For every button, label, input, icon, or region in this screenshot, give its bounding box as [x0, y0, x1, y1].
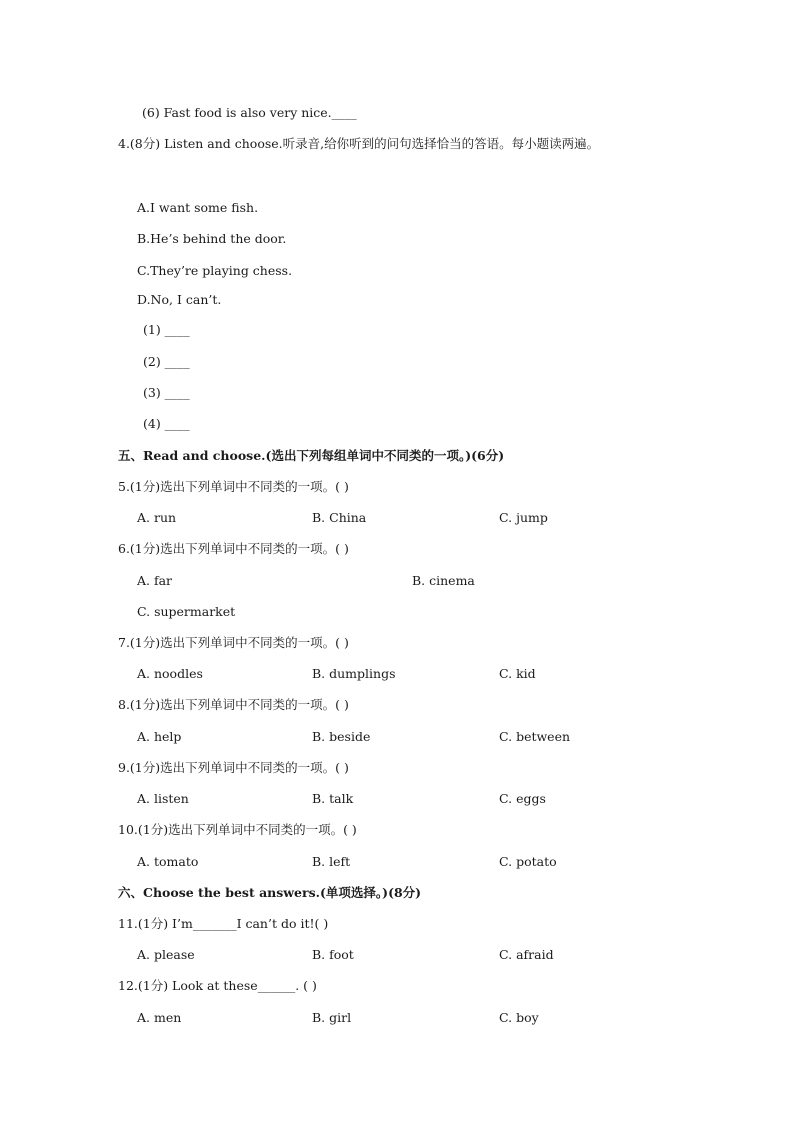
- q9-option-c: C. eggs: [499, 791, 546, 806]
- q6-option-a: A. far: [137, 573, 173, 588]
- q12-option-a: A. men: [137, 1010, 182, 1025]
- q11-option-a: A. please: [137, 947, 195, 962]
- q6-option-c: C. supermarket: [137, 604, 236, 619]
- q5-option-c: C. jump: [499, 510, 548, 525]
- q12-stem: 12.(1分) Look at these______. ( ): [118, 978, 317, 993]
- q5-stem: 5.(1分)选出下列单词中不同类的一项。( ): [118, 479, 349, 494]
- q12-option-b: B. girl: [312, 1010, 352, 1025]
- q9-stem: 9.(1分)选出下列单词中不同类的一项。( ): [118, 760, 349, 775]
- q6-stem: 6.(1分)选出下列单词中不同类的一项。( ): [118, 541, 349, 556]
- q5-option-a: A. run: [137, 510, 177, 525]
- q8-option-a: A. help: [137, 729, 182, 744]
- q4-blank-1: (1) ____: [143, 322, 190, 337]
- q10-option-b: B. left: [312, 854, 351, 869]
- q4-option-c: C.They’re playing chess.: [137, 263, 293, 278]
- section-5-heading: 五、Read and choose.(选出下列每组单词中不同类的一项。)(6分): [118, 448, 505, 463]
- q4-blank-4: (4) ____: [143, 416, 190, 431]
- q5-option-b: B. China: [312, 510, 367, 525]
- q4-blank-3: (3) ____: [143, 385, 190, 400]
- q9-option-b: B. talk: [312, 791, 354, 806]
- q4-option-a: A.I want some fish.: [137, 200, 259, 215]
- section-6-heading: 六、Choose the best answers.(单项选择。)(8分): [118, 885, 422, 900]
- q8-option-c: C. between: [499, 729, 571, 744]
- q7-stem: 7.(1分)选出下列单词中不同类的一项。( ): [118, 635, 349, 650]
- q8-stem: 8.(1分)选出下列单词中不同类的一项。( ): [118, 697, 349, 712]
- q7-option-c: C. kid: [499, 666, 536, 681]
- q7-option-a: A. noodles: [137, 666, 203, 681]
- q4-option-d: D.No, I can’t.: [137, 292, 222, 307]
- q12-option-c: C. boy: [499, 1010, 539, 1025]
- q4-stem: 4.(8分) Listen and choose.听录音,给你听到的问句选择恰当的答语。每小题读两遍。: [118, 136, 600, 151]
- q11-stem: 11.(1分) I’m_______I can’t do it!( ): [118, 916, 329, 931]
- q9-option-a: A. listen: [137, 791, 189, 806]
- q7-option-b: B. dumplings: [312, 666, 396, 681]
- q11-option-c: C. afraid: [499, 947, 554, 962]
- q11-option-b: B. foot: [312, 947, 354, 962]
- q4-blank-2: (2) ____: [143, 354, 190, 369]
- q8-option-b: B. beside: [312, 729, 371, 744]
- q3-item-6: (6) Fast food is also very nice.____: [142, 105, 357, 120]
- q6-option-b: B. cinema: [412, 573, 475, 588]
- q10-option-a: A. tomato: [137, 854, 199, 869]
- q4-option-b: B.He’s behind the door.: [137, 231, 287, 246]
- q10-option-c: C. potato: [499, 854, 557, 869]
- q10-stem: 10.(1分)选出下列单词中不同类的一项。( ): [118, 822, 357, 837]
